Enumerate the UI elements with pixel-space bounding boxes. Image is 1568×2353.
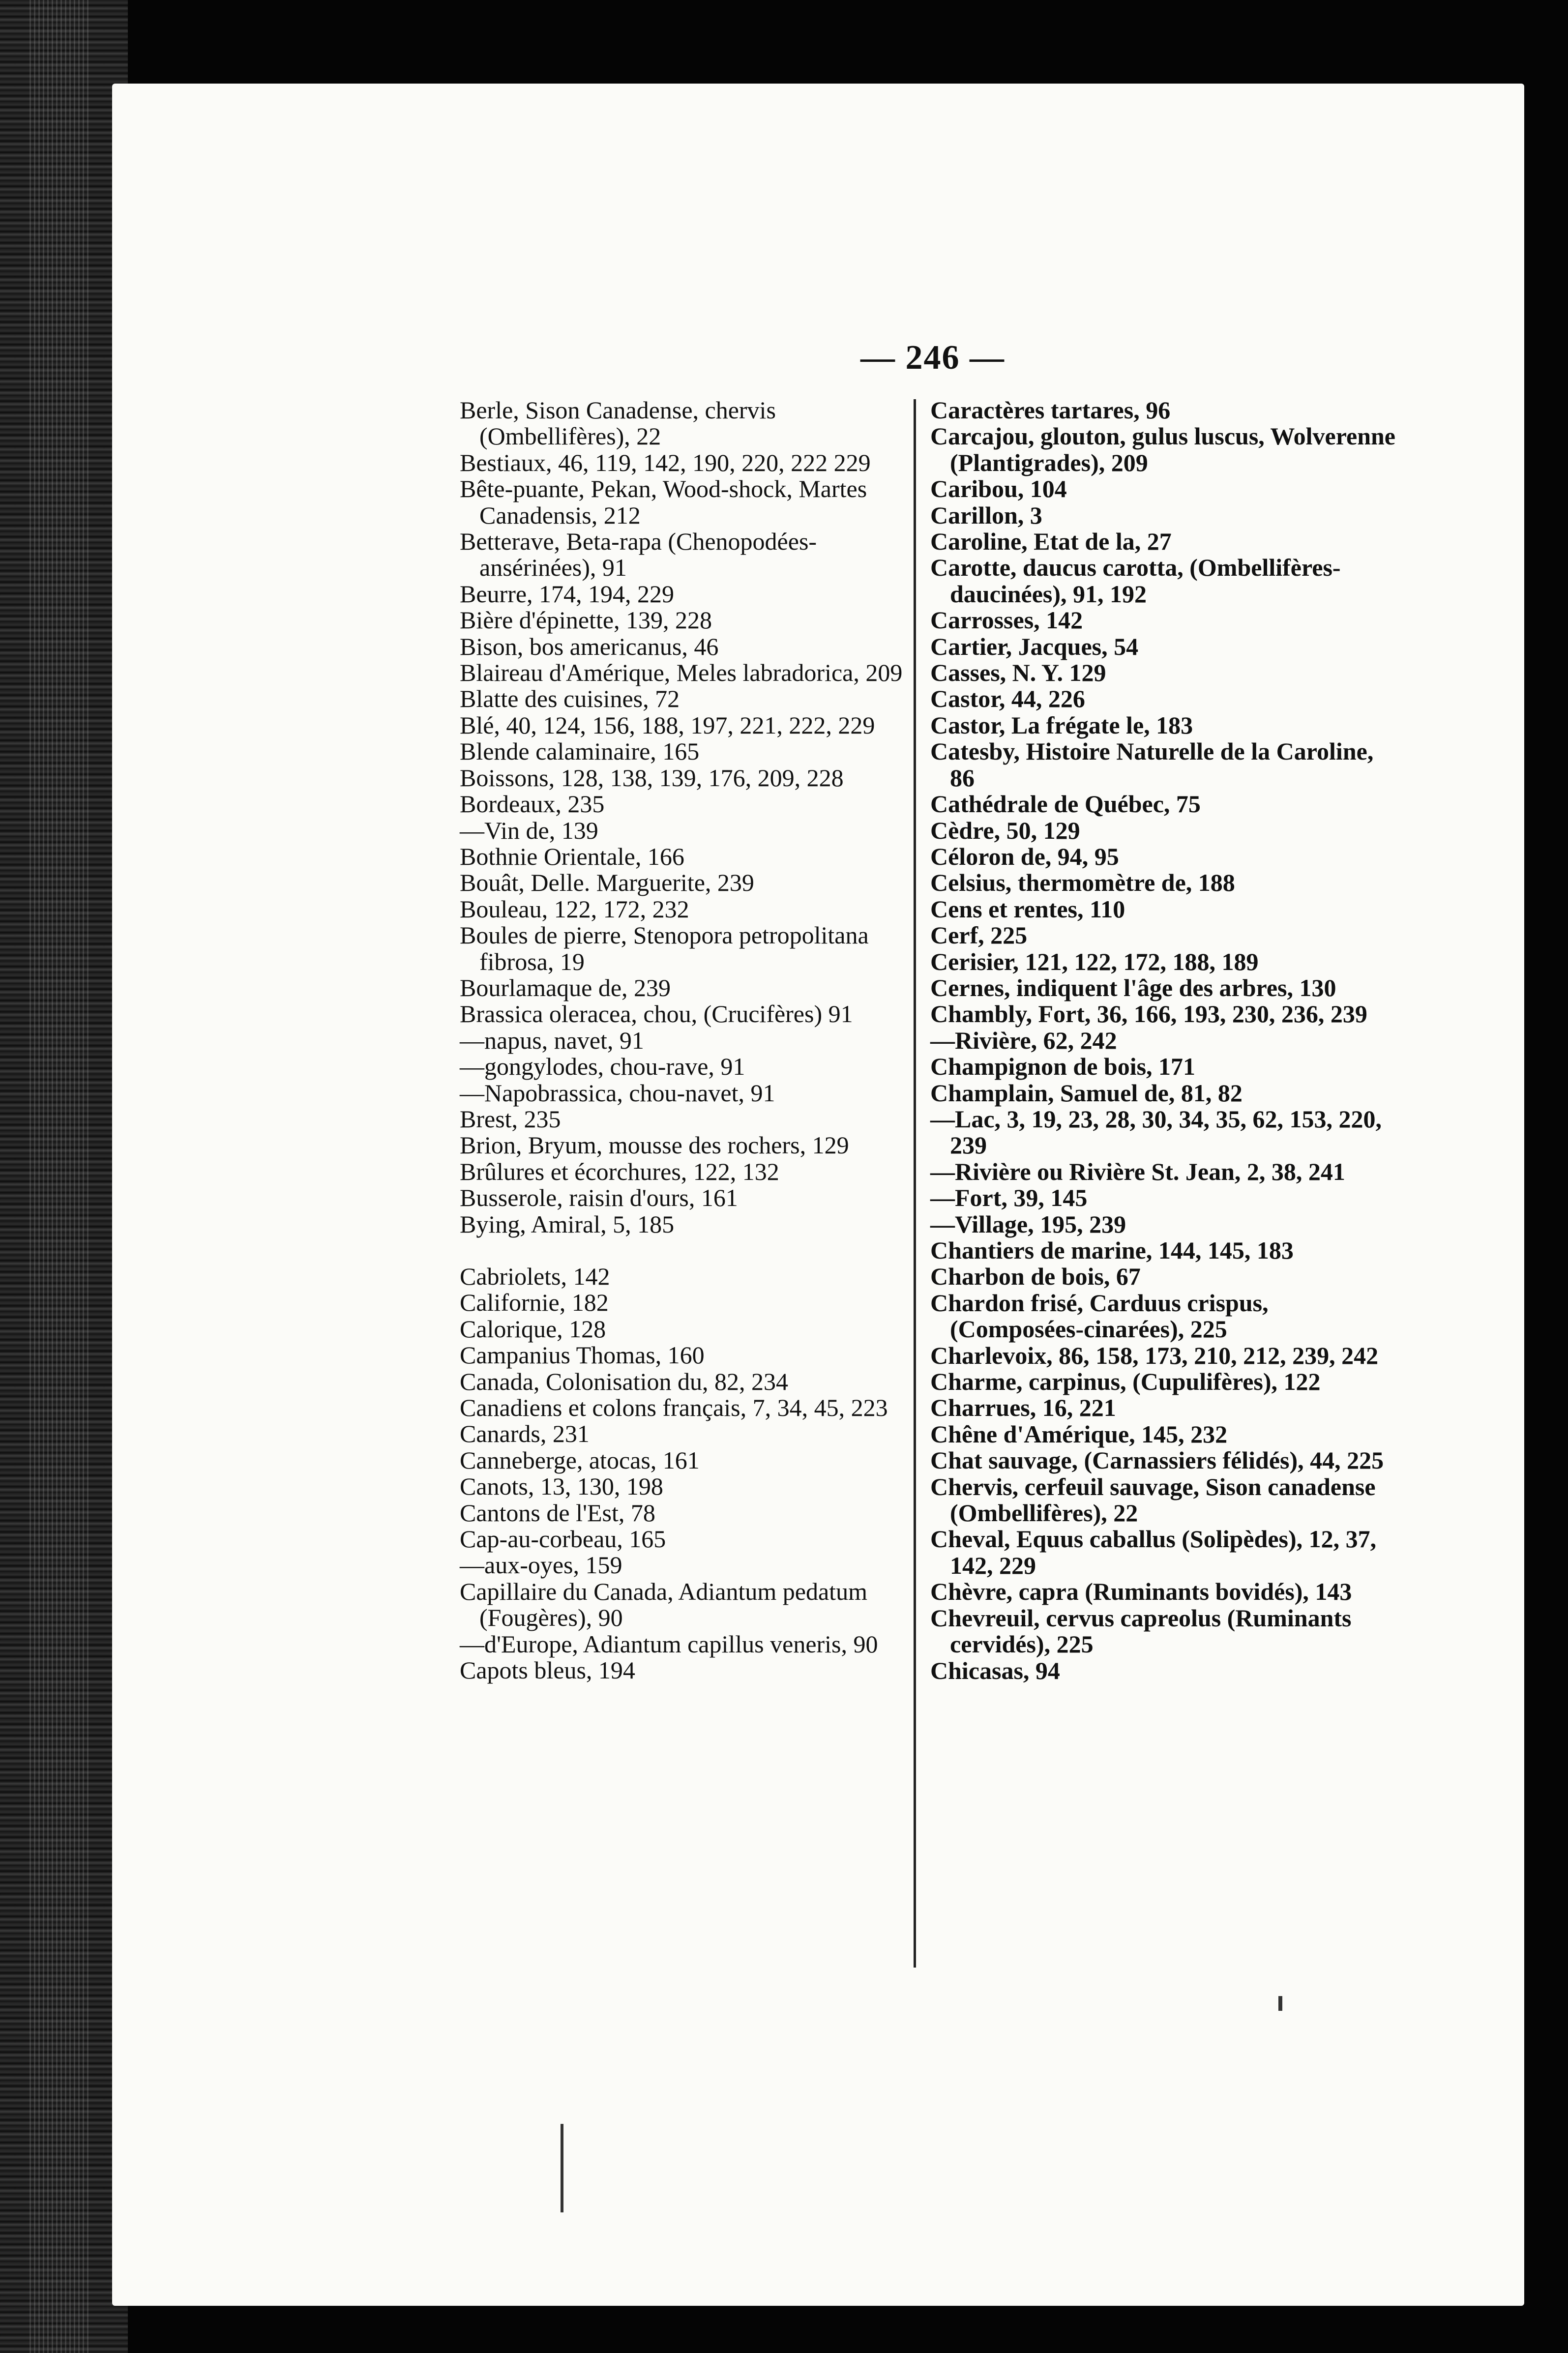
index-entry: Canada, Colonisation du, 82, 234 xyxy=(460,1367,788,1395)
column-divider xyxy=(914,399,916,1968)
index-entry: Caroline, Etat de la, 27 xyxy=(930,528,1172,556)
index-entry: Californie, 182 xyxy=(460,1289,609,1317)
page-number: — 246 — xyxy=(860,339,1005,377)
index-entry: Bestiaux, 46, 119, 142, 190, 220, 222 229 xyxy=(460,448,871,476)
index-entry: Cerf, 225 xyxy=(930,921,1028,949)
index-entry: Champignon de bois, 171 xyxy=(930,1053,1196,1081)
index-entry: —Napobrassica, chou-navet, 91 xyxy=(460,1079,775,1107)
index-entry: Boules de pierre, Stenopora petropolitana fibrosa, 19 xyxy=(460,921,869,975)
index-entry: Céloron de, 94, 95 xyxy=(930,842,1119,870)
index-entry: Charme, carpinus, (Cupulifères), 122 xyxy=(930,1368,1321,1396)
index-entry: —d'Europe, Adiantum capillus veneris, 90 xyxy=(460,1630,878,1658)
index-entry: Bouleau, 122, 172, 232 xyxy=(460,895,689,923)
index-entry: Caribou, 104 xyxy=(930,475,1067,503)
index-entry: Brûlures et écorchures, 122, 132 xyxy=(460,1157,779,1185)
index-entry: Bying, Amiral, 5, 185 xyxy=(460,1210,675,1238)
index-entry: Cens et rentes, 110 xyxy=(930,895,1125,923)
index-entry: Bothnie Orientale, 166 xyxy=(460,842,684,870)
index-entry: Capots bleus, 194 xyxy=(460,1656,635,1684)
index-entry: Blende calaminaire, 165 xyxy=(460,737,700,765)
index-entry: Chantiers de marine, 144, 145, 183 xyxy=(930,1236,1294,1264)
index-entry: Carillon, 3 xyxy=(930,501,1042,529)
index-entry: —Rivière, 62, 242 xyxy=(930,1026,1117,1054)
index-entry: Cathédrale de Québec, 75 xyxy=(930,790,1201,818)
index-entry: Chèvre, capra (Ruminants bovidés), 143 xyxy=(930,1578,1352,1606)
index-entry: Celsius, thermomètre de, 188 xyxy=(930,869,1235,897)
index-entry: Chervis, cerfeuil sauvage, Sison canadense (Ombellifères), 22 xyxy=(930,1472,1376,1527)
index-entry: Canards, 231 xyxy=(460,1420,590,1448)
index-entry: Campanius Thomas, 160 xyxy=(460,1341,705,1369)
index-column-right xyxy=(930,397,1397,1684)
index-entry: Casses, N. Y. 129 xyxy=(930,659,1106,687)
index-entry: —Rivière ou Rivière St. Jean, 2, 38, 241 xyxy=(930,1157,1345,1185)
index-entry: Carcajou, glouton, gulus luscus, Wolverenne (Plantigrades), 209 xyxy=(930,422,1395,476)
index-entry: —Village, 195, 239 xyxy=(930,1210,1126,1238)
index-entry: —gongylodes, chou-rave, 91 xyxy=(460,1053,745,1081)
index-entry: Cabriolets, 142 xyxy=(460,1263,610,1290)
index-entry: Berle, Sison Canadense, chervis (Ombellifères), 22 xyxy=(460,396,776,450)
scanned-book-edge xyxy=(0,0,128,2353)
index-entry: —Lac, 3, 19, 23, 28, 30, 34, 35, 62, 153, 220, 239 xyxy=(930,1105,1382,1159)
section-gap xyxy=(460,1237,917,1264)
index-entry: Brest, 235 xyxy=(460,1105,561,1133)
index-entry: Castor, 44, 226 xyxy=(930,685,1085,713)
index-entry: Capillaire du Canada, Adiantum pedatum (Fougères), 90 xyxy=(460,1577,867,1632)
index-entry: Bourlamaque de, 239 xyxy=(460,973,671,1001)
index-entry: Champlain, Samuel de, 81, 82 xyxy=(930,1079,1243,1107)
index-entry: Canadiens et colons français, 7, 34, 45, 223 xyxy=(460,1394,888,1422)
index-entry: Chardon frisé, Carduus crispus, (Composées-cinarées), 225 xyxy=(930,1289,1269,1343)
index-entry: —Vin de, 139 xyxy=(460,816,598,844)
index-entry: Beurre, 174, 194, 229 xyxy=(460,580,675,608)
index-entry: Cèdre, 50, 129 xyxy=(930,816,1080,844)
margin-ink-mark xyxy=(561,2124,563,2212)
index-entry: Brassica oleracea, chou, (Crucifères) 91 xyxy=(460,1000,853,1028)
index-entry: Bête-puante, Pekan, Wood-shock, Martes Canadensis, 212 xyxy=(460,475,867,529)
index-entry: Cantons de l'Est, 78 xyxy=(460,1499,655,1527)
index-entry: Chevreuil, cervus capreolus (Ruminants cervidés), 225 xyxy=(930,1604,1352,1658)
index-entry: Cap-au-corbeau, 165 xyxy=(460,1525,666,1553)
index-entry: Charlevoix, 86, 158, 173, 210, 212, 239, 242 xyxy=(930,1341,1379,1369)
index-entry: Chambly, Fort, 36, 166, 193, 230, 236, 239 xyxy=(930,1000,1367,1028)
index-entry: Cheval, Equus caballus (Solipèdes), 12, 37, 142, 229 xyxy=(930,1525,1377,1579)
index-entry: Cartier, Jacques, 54 xyxy=(930,632,1139,660)
index-entry: Betterave, Beta-rapa (Chenopodées-ansérinées), 91 xyxy=(460,528,817,582)
index-entry: Blatte des cuisines, 72 xyxy=(460,685,680,713)
index-entry: Brion, Bryum, mousse des rochers, 129 xyxy=(460,1131,849,1159)
index-entry: Carotte, daucus carotta, (Ombellifères-daucinées), 91, 192 xyxy=(930,554,1341,608)
index-entry: —Fort, 39, 145 xyxy=(930,1184,1088,1212)
index-entry: Caractères tartares, 96 xyxy=(930,396,1171,424)
index-entry: Cerisier, 121, 122, 172, 188, 189 xyxy=(930,947,1259,975)
index-entry: Chat sauvage, (Carnassiers félidés), 44, 225 xyxy=(930,1446,1384,1474)
index-entry: Catesby, Histoire Naturelle de la Caroline, 86 xyxy=(930,737,1374,792)
index-entry: Calorique, 128 xyxy=(460,1315,606,1343)
index-entry: —napus, navet, 91 xyxy=(460,1026,644,1054)
index-entry: Carrosses, 142 xyxy=(930,606,1083,634)
index-entry: Bouât, Delle. Marguerite, 239 xyxy=(460,869,754,897)
index-entry: Boissons, 128, 138, 139, 176, 209, 228 xyxy=(460,764,844,792)
index-entry: Bière d'épinette, 139, 228 xyxy=(460,606,712,634)
index-column-left xyxy=(460,397,917,1684)
index-entry: Chêne d'Amérique, 145, 232 xyxy=(930,1420,1228,1448)
index-entry: Charbon de bois, 67 xyxy=(930,1263,1141,1291)
index-entry: Blé, 40, 124, 156, 188, 197, 221, 222, 229 xyxy=(460,711,875,739)
index-entry: Bordeaux, 235 xyxy=(460,790,605,818)
index-entry: Cernes, indiquent l'âge des arbres, 130 xyxy=(930,973,1336,1001)
index-entry: Busserole, raisin d'ours, 161 xyxy=(460,1184,738,1212)
index-entry: Charrues, 16, 221 xyxy=(930,1394,1116,1422)
margin-ink-speck xyxy=(1278,1996,1282,2011)
index-entry: Canneberge, atocas, 161 xyxy=(460,1446,700,1474)
index-entry: Bison, bos americanus, 46 xyxy=(460,632,719,660)
index-entry: —aux-oyes, 159 xyxy=(460,1551,622,1579)
index-entry: Castor, La frégate le, 183 xyxy=(930,711,1193,739)
index-entry: Canots, 13, 130, 198 xyxy=(460,1472,663,1500)
index-entry: Chicasas, 94 xyxy=(930,1656,1060,1684)
index-entry: Blaireau d'Amérique, Meles labradorica, 209 xyxy=(460,659,903,687)
